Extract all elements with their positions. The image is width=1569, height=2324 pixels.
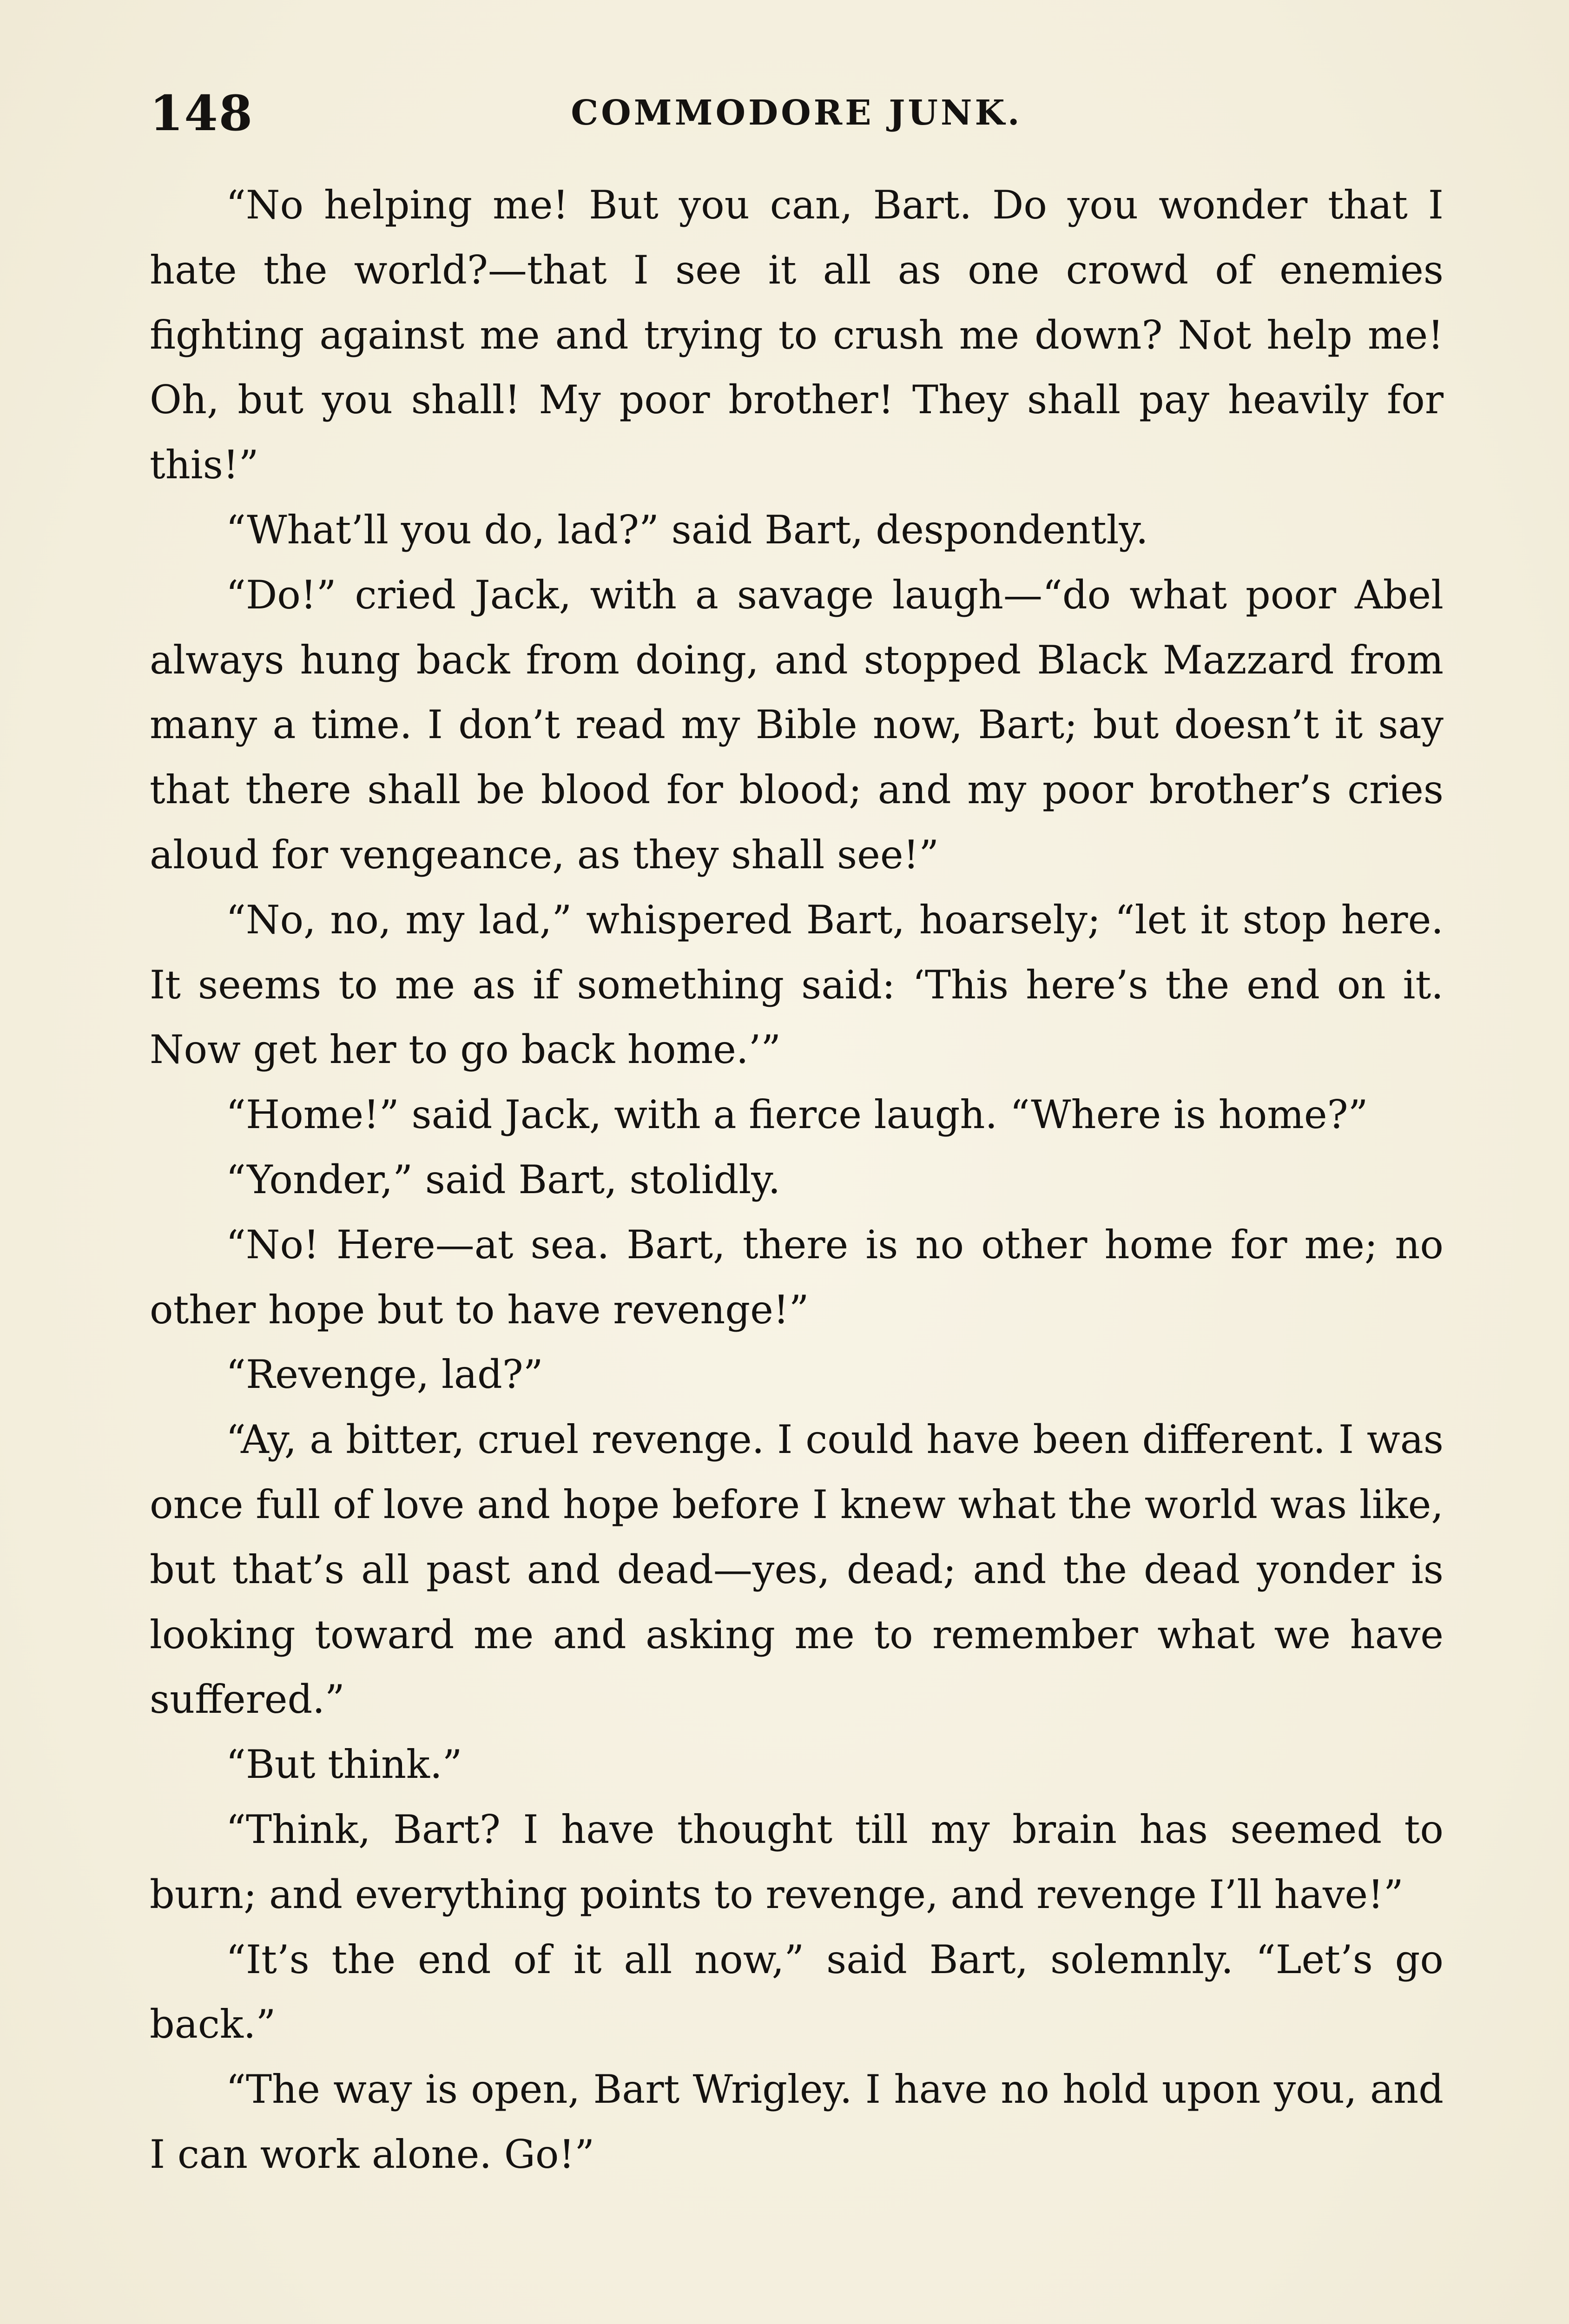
paragraph: “No! Here—at sea. Bart, there is no other home for me; no other hope but to have revenge!” [150,1221,1444,1333]
running-head: COMMODORE JUNK. [571,93,1022,133]
paragraph: “No, no, my lad,” whispered Bart, hoarsely; “let it stop here. It seems to me as if something said: ‘This here’s the end on it. Now get her to go back home.’” [150,897,1444,1073]
paragraph: “What’ll you do, lad?” said Bart, despondently. [226,507,1148,553]
paragraph: “Home!” said Jack, with a fierce laugh. “Where is home?” [226,1092,1368,1138]
paragraph: “The way is open, Bart Wrigley. I have no hold upon you, and I can work alone. Go!” [150,2067,1444,2177]
paragraph: “Do!” cried Jack, with a savage laugh—“do what poor Abel always hung back from doing, and stopped Black Mazzard from many a time. I don’t read my Bible now, Bart; but doesn’t it say that there shall be blood for blood; and my poor brother’s cries aloud for vengeance, as they shall see!” [150,572,1444,878]
page-header [150,85,1444,150]
page-number: 148 [150,85,254,142]
paragraph: “Revenge, lad?” [226,1352,543,1398]
paragraph: “No helping me! But you can, Bart. Do you wonder that I hate the world?—that I see it all as one crowd of enemies fighting against me and trying to crush me down? Not help me! Oh, but you shall! My poor brother! They shall pay heavily for this!” [150,182,1444,488]
paragraph: “Ay, a bitter, cruel revenge. I could have been different. I was once full of love and hope before I knew what the world was like, but that’s all past and dead—yes, dead; and the dead yonder is looking toward me and asking me to remember what we have suffered.” [150,1417,1444,1723]
body-text [150,173,1444,2187]
paragraph: “It’s the end of it all now,” said Bart, solemnly. “Let’s go back.” [150,1936,1444,2047]
paragraph: “Yonder,” said Bart, stolidly. [226,1156,781,1202]
paragraph: “But think.” [226,1742,462,1788]
paragraph: “Think, Bart? I have thought till my brain has seemed to burn; and everything points to revenge, and revenge I’ll have!” [150,1806,1444,1917]
